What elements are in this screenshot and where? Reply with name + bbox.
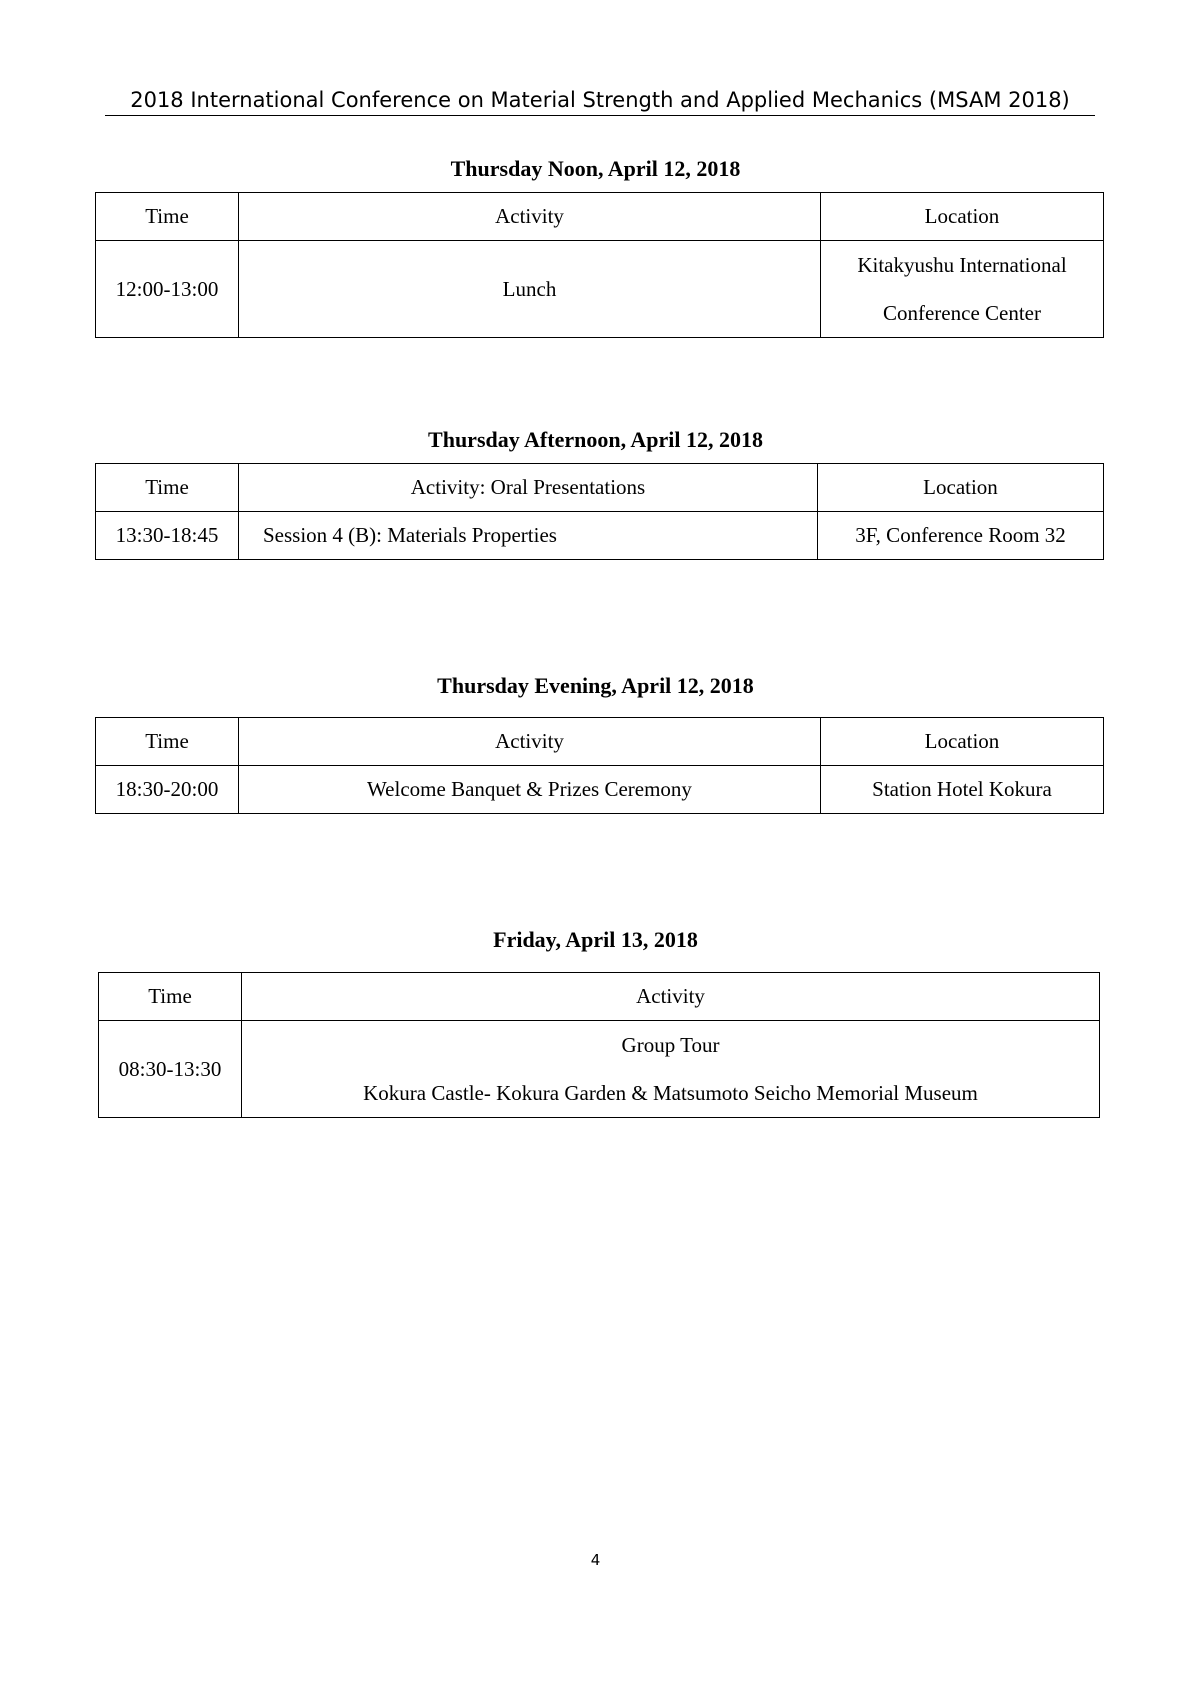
- table-row: [96, 512, 1104, 560]
- section-title-thursday-afternoon: Thursday Afternoon, April 12, 2018: [428, 427, 763, 452]
- section-title-thursday-evening: Thursday Evening, April 12, 2018: [437, 673, 754, 698]
- table-header-row: [99, 973, 1100, 1021]
- header-cell: Activity: [242, 973, 1100, 1021]
- section-title-thursday-noon: Thursday Noon, April 12, 2018: [450, 156, 741, 181]
- schedule-table-thursday-evening: [95, 717, 1104, 814]
- header-cell: Time: [99, 973, 242, 1021]
- activity-cell: Lunch: [239, 241, 821, 338]
- table-header-row: [96, 718, 1104, 766]
- page-number: 4: [590, 1551, 601, 1569]
- header-cell: Location: [821, 193, 1104, 241]
- time-cell: 08:30-13:30: [99, 1021, 242, 1118]
- header-rule: [105, 115, 1095, 116]
- location-cell: Station Hotel Kokura: [821, 766, 1104, 814]
- time-cell: 18:30-20:00: [96, 766, 239, 814]
- header-cell: Location: [818, 464, 1104, 512]
- section-title-friday: Friday, April 13, 2018: [493, 927, 698, 952]
- time-cell: 13:30-18:45: [96, 512, 239, 560]
- running-title: 2018 International Conference on Material Strength and Applied Mechanics (MSAM 2018): [130, 88, 1070, 112]
- schedule-table-thursday-noon: [95, 192, 1104, 338]
- header-cell: Time: [96, 464, 239, 512]
- location-cell: 3F, Conference Room 32: [818, 512, 1104, 560]
- activity-cell: Welcome Banquet & Prizes Ceremony: [239, 766, 821, 814]
- activity-cell: Session 4 (B): Materials Properties: [239, 512, 818, 560]
- schedule-table-thursday-afternoon: [95, 463, 1104, 560]
- header-cell: Location: [821, 718, 1104, 766]
- table-header-row: [96, 464, 1104, 512]
- schedule-table-friday: [98, 972, 1100, 1118]
- header-cell: Time: [96, 193, 239, 241]
- location-line: Conference Center: [882, 301, 1041, 325]
- time-cell: 12:00-13:00: [96, 241, 239, 338]
- header-cell: Activity: Oral Presentations: [239, 464, 818, 512]
- header-cell: Activity: [239, 193, 821, 241]
- activity-cell: [242, 1021, 1100, 1118]
- header-cell: Activity: [239, 718, 821, 766]
- activity-line: Kokura Castle- Kokura Garden & Matsumoto Seicho Memorial Museum: [363, 1081, 978, 1105]
- table-row: [96, 766, 1104, 814]
- activity-line: Group Tour: [621, 1033, 720, 1057]
- location-line: Kitakyushu International: [857, 253, 1067, 277]
- table-row: [99, 1021, 1100, 1118]
- location-cell: [821, 241, 1104, 338]
- table-header-row: [96, 193, 1104, 241]
- table-row: [96, 241, 1104, 338]
- header-cell: Time: [96, 718, 239, 766]
